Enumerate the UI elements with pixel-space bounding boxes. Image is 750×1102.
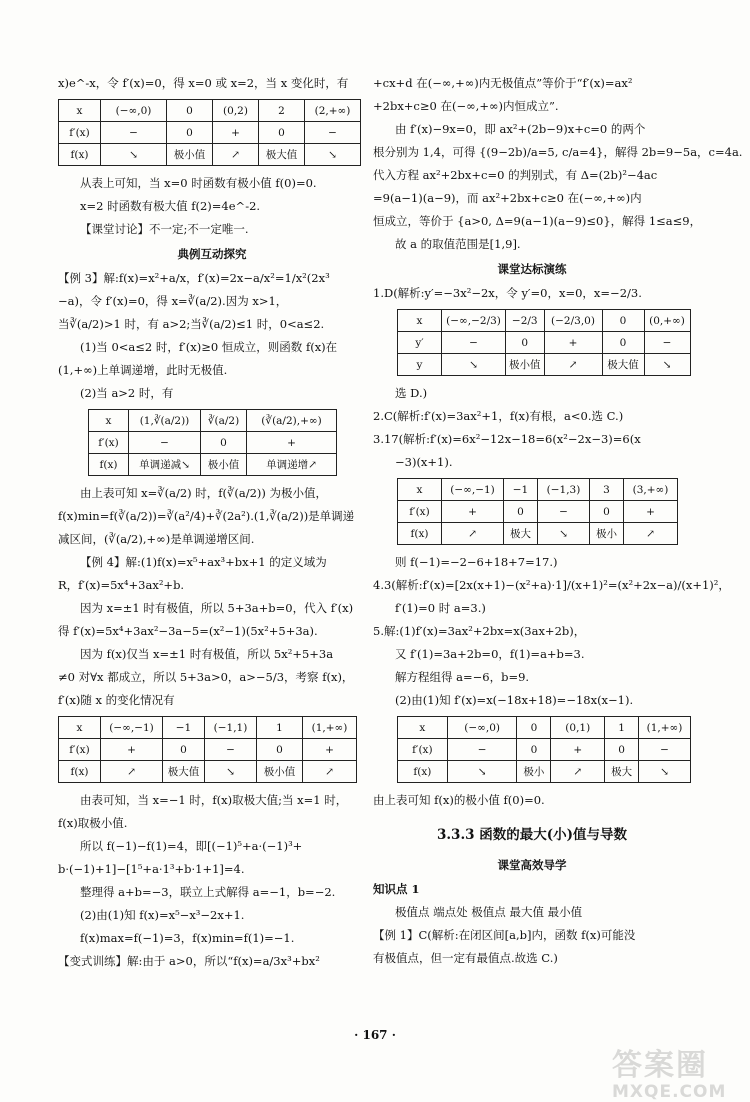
table-cell: + [213, 122, 259, 144]
table-cell: x [398, 479, 442, 501]
table-cell: 单调递增↗ [247, 454, 337, 476]
table-cell: (−1,1) [205, 717, 257, 739]
table-cell: ↗ [442, 523, 504, 545]
paragraph: 由上表可知 f(x)的极小值 f(0)=0. [373, 793, 545, 807]
paragraph: −3)(x+1). [395, 455, 453, 469]
section-heading: 典例互动探究 [177, 247, 247, 261]
paragraph: 解方程组得 a=−6，b=9. [395, 670, 530, 684]
table-cell: (−∞,−2/3) [442, 310, 506, 332]
table-cell: f(x) [398, 523, 442, 545]
paragraph: R，f′(x)=5x⁴+3ax²+b. [58, 578, 185, 592]
table-cell: + [442, 501, 504, 523]
table-cell: −1 [504, 479, 538, 501]
paragraph: −a)，令 f′(x)=0，得 x=∛(a/2).因为 x>1， [58, 294, 288, 308]
table-cell: 0 [201, 432, 247, 454]
table-cell: 极大值 [602, 354, 644, 376]
table-cell: x [398, 717, 448, 739]
table-header-row [398, 717, 691, 739]
table-cell: 单调递减↘ [129, 454, 201, 476]
paragraph: 5.解:(1)f′(x)=3ax²+2bx=x(3ax+2b)， [373, 624, 586, 638]
table-cell: (2,+∞) [305, 100, 361, 122]
paragraph: (2)当 a>2 时，有 [80, 386, 174, 400]
paragraph: 3.17(解析:f′(x)=6x²−12x−18=6(x²−2x−3)=6(x [373, 432, 641, 446]
paragraph: 因为 x=±1 时有极值，所以 5+3a+b=0，代入 f′(x) [80, 601, 354, 615]
paragraph: 【例 3】解:f(x)=x²+a/x，f′(x)=2x−a/x²=1/x²(2x³ [58, 271, 330, 285]
paragraph: 得 f′(x)=5x⁴+3ax²−3a−5=(x²−1)(5x²+5+3a). [58, 624, 318, 638]
table-cell: y [398, 354, 442, 376]
paragraph: f(x)取极小值. [58, 816, 128, 830]
table-row [89, 432, 337, 454]
paragraph: f(x)max=f(−1)=3，f(x)min=f(1)=−1. [80, 931, 295, 945]
table-cell: 2 [259, 100, 305, 122]
paragraph: 4.3(解析:f′(x)=[2x(x+1)−(x²+a)·1]/(x+1)²=(x²+2x−a)/(x+1)²， [373, 578, 730, 592]
table-cell: 极大 [605, 761, 639, 783]
table-cell: ↘ [305, 144, 361, 166]
paragraph: 选 D.) [395, 386, 428, 400]
table-cell: −2/3 [506, 310, 545, 332]
right-column [373, 72, 743, 970]
table-cell: 0 [602, 332, 644, 354]
paragraph: 【例 4】解:(1)f(x)=x⁵+ax³+bx+1 的定义域为 [80, 555, 327, 569]
page-number: · 167 · [354, 1028, 396, 1042]
table-header-row [398, 479, 678, 501]
paragraph: 则 f(−1)=−2−6+18+7=17.) [395, 555, 558, 569]
table-cell: − [129, 432, 201, 454]
table-cell: (0,2) [213, 100, 259, 122]
paragraph: b·(−1)+1]−[1⁵+a·1³+b·1+1]=4. [58, 862, 245, 876]
table-header-row [89, 410, 337, 432]
paragraph: 故 a 的取值范围是[1,9]. [395, 237, 521, 251]
table-cell: f′(x) [398, 739, 448, 761]
paragraph: (1,+∞)上单调递增，此时无极值. [58, 363, 228, 377]
table-cell: 1 [605, 717, 639, 739]
table-row [398, 354, 691, 376]
table-cell: ↘ [538, 523, 590, 545]
table-cell: 0 [605, 739, 639, 761]
table-row [398, 761, 691, 783]
table-cell: f′(x) [89, 432, 129, 454]
table-header-row [398, 310, 691, 332]
variation-table-4 [397, 309, 691, 376]
table-cell: (−∞,−1) [101, 717, 163, 739]
paragraph: =9(a−1)(a−9)，而 ax²+2bx+c≥0 在(−∞,+∞)内 [373, 191, 642, 205]
table-cell: ↗ [544, 354, 602, 376]
table-cell: −1 [163, 717, 205, 739]
table-cell: ↘ [639, 761, 691, 783]
paragraph: x)e^-x，令 f′(x)=0，得 x=0 或 x=2，当 x 变化时，有 [58, 76, 349, 90]
table-cell: (0,+∞) [644, 310, 690, 332]
variation-table-2 [88, 409, 337, 476]
table-cell: ↗ [101, 761, 163, 783]
table-cell: ↘ [644, 354, 690, 376]
table-cell: f′(x) [59, 739, 101, 761]
section-heading: 课堂高效导学 [497, 858, 567, 872]
paragraph: 根分别为 1,4，可得 {(9−2b)/a=5, c/a=4}，解得 2b=9−5a，c=4a. [373, 145, 743, 159]
variation-table-6 [397, 716, 691, 783]
paragraph: +cx+d 在(−∞,+∞)内无极值点”等价于“f′(x)=ax² [373, 76, 633, 90]
paragraph: 又 f′(1)=3a+2b=0，f(1)=a+b=3. [395, 647, 585, 661]
table-cell: 极大值 [259, 144, 305, 166]
table-cell: 极小 [517, 761, 551, 783]
table-cell: + [303, 739, 357, 761]
table-row [398, 332, 691, 354]
paragraph: 恒成立，等价于 {a>0, Δ=9(a−1)(a−9)≤0}，解得 1≤a≤9， [373, 214, 702, 228]
table-header-row [59, 717, 357, 739]
paragraph: 整理得 a+b=−3，联立上式解得 a=−1，b=−2. [80, 885, 336, 899]
table-cell: ↘ [205, 761, 257, 783]
table-cell: − [442, 332, 506, 354]
table-cell: 0 [504, 501, 538, 523]
table-cell: (∛(a/2),+∞) [247, 410, 337, 432]
paragraph: f(x)min=f(∛(a/2))=∛(a²/4)+∛(2a²).(1,∛(a/2))是单调递 [58, 509, 355, 523]
table-cell: (−1,3) [538, 479, 590, 501]
table-cell: x [59, 717, 101, 739]
table-cell: (−∞,−1) [442, 479, 504, 501]
table-cell: + [101, 739, 163, 761]
table-cell: 极小值 [257, 761, 303, 783]
table-cell: 极小 [590, 523, 624, 545]
table-cell: − [305, 122, 361, 144]
paragraph: 【课堂讨论】不一定;不一定唯一. [80, 222, 249, 236]
table-cell: 极小值 [201, 454, 247, 476]
table-cell: (1,∛(a/2)) [129, 410, 201, 432]
table-row [59, 761, 357, 783]
table-cell: + [544, 332, 602, 354]
table-row [59, 144, 361, 166]
table-cell: x [398, 310, 442, 332]
table-cell: (−∞,0) [101, 100, 167, 122]
section-heading: 课堂达标演练 [497, 262, 567, 276]
table-row [59, 739, 357, 761]
table-cell: + [624, 501, 678, 523]
paragraph: 减区间，(∛(a/2),+∞)是单调递增区间. [58, 532, 255, 546]
table-header-row [59, 100, 361, 122]
paragraph: 2.C(解析:f′(x)=3ax²+1，f(x)有根，a<0.选 C.) [373, 409, 624, 423]
table-cell: 0 [506, 332, 545, 354]
knowledge-point-label: 知识点 1 [373, 882, 420, 896]
watermark-logo [612, 1040, 726, 1102]
paragraph: f′(x)随 x 的变化情况有 [58, 693, 175, 707]
table-cell: ↘ [101, 144, 167, 166]
table-cell: 0 [517, 739, 551, 761]
table-cell: y′ [398, 332, 442, 354]
table-cell: f(x) [59, 144, 101, 166]
paragraph: 当∛(a/2)>1 时，有 a>2;当∛(a/2)≤1 时，0<a≤2. [58, 317, 325, 331]
watermark-url: MXQE.COM [612, 1082, 727, 1102]
left-column [58, 72, 366, 973]
table-cell: 0 [517, 717, 551, 739]
watermark-text: 答案圈 [612, 1048, 708, 1083]
paragraph: 由 f′(x)−9x=0，即 ax²+(2b−9)x+c=0 的两个 [395, 122, 646, 136]
table-cell: 极大值 [163, 761, 205, 783]
table-cell: f(x) [59, 761, 101, 783]
paragraph: 代入方程 ax²+2bx+c=0 的判别式，有 Δ=(2b)²−4ac [373, 168, 658, 182]
paragraph: x=2 时函数有极大值 f(2)=4e^-2. [80, 199, 261, 213]
table-cell: (−2/3,0) [544, 310, 602, 332]
paragraph: (1)当 0<a≤2 时，f′(x)≥0 恒成立，则函数 f(x)在 [80, 340, 338, 354]
paragraph: 由表可知，当 x=−1 时，f(x)取极大值;当 x=1 时， [80, 793, 348, 807]
paragraph: +2bx+c≥0 在(−∞,+∞)内恒成立”. [373, 99, 559, 113]
table-cell: x [89, 410, 129, 432]
table-cell: 1 [257, 717, 303, 739]
table-cell: ↘ [447, 761, 517, 783]
section-title: 3.3.3 函数的最大(小)值与导数 [436, 827, 628, 843]
table-cell: 0 [163, 739, 205, 761]
paragraph: f′(1)=0 时 a=3.) [395, 601, 486, 615]
table-cell: ↗ [624, 523, 678, 545]
paragraph: 极值点 端点处 极值点 最大值 最小值 [395, 905, 583, 919]
table-cell: 0 [259, 122, 305, 144]
table-row [398, 501, 678, 523]
table-cell: 0 [257, 739, 303, 761]
paragraph: ≠0 对∀x 都成立，所以 5+3a>0，a>−5/3，考察 f(x)， [58, 670, 354, 684]
table-cell: f′(x) [59, 122, 101, 144]
table-cell: ↘ [442, 354, 506, 376]
table-cell: + [247, 432, 337, 454]
table-row [89, 454, 337, 476]
paragraph: 【例 1】C(解析:在闭区间[a,b]内，函数 f(x)可能没 [373, 928, 636, 942]
table-cell: ↗ [303, 761, 357, 783]
table-cell: x [59, 100, 101, 122]
paragraph: 从表上可知，当 x=0 时函数有极小值 f(0)=0. [80, 176, 317, 190]
table-cell: − [205, 739, 257, 761]
table-cell: (−∞,0) [447, 717, 517, 739]
table-cell: (1,+∞) [303, 717, 357, 739]
paragraph: 1.D(解析:y′=−3x²−2x，令 y′=0，x=0，x=−2/3. [373, 286, 642, 300]
paragraph: (2)由(1)知 f′(x)=x(−18x+18)=−18x(x−1). [395, 693, 634, 707]
table-cell: 0 [167, 100, 213, 122]
table-cell: − [644, 332, 690, 354]
paragraph: (2)由(1)知 f(x)=x⁵−x³−2x+1. [80, 908, 245, 922]
table-row [398, 523, 678, 545]
table-cell: 极小值 [506, 354, 545, 376]
paragraph: 所以 f(−1)−f(1)=4，即[(−1)⁵+a·(−1)³+ [80, 839, 303, 853]
table-cell: + [551, 739, 605, 761]
table-cell: f(x) [89, 454, 129, 476]
paragraph: 由上表可知 x=∛(a/2) 时，f(∛(a/2)) 为极小值， [80, 486, 328, 500]
table-cell: ∛(a/2) [201, 410, 247, 432]
table-cell: 极小值 [167, 144, 213, 166]
table-cell: f′(x) [398, 501, 442, 523]
table-cell: (0,1) [551, 717, 605, 739]
table-row [398, 739, 691, 761]
table-cell: ↗ [551, 761, 605, 783]
table-cell: 0 [602, 310, 644, 332]
variation-table-5 [397, 478, 678, 545]
variation-table-3 [58, 716, 357, 783]
table-cell: − [447, 739, 517, 761]
paragraph: 【变式训练】解:由于 a>0，所以“f(x)=a/3x³+bx² [58, 954, 320, 968]
table-cell: 3 [590, 479, 624, 501]
table-cell: (3,+∞) [624, 479, 678, 501]
paragraph: 有极值点，但一定有最值点.故选 C.) [373, 951, 558, 965]
table-cell: 0 [590, 501, 624, 523]
table-cell: (1,+∞) [639, 717, 691, 739]
table-cell: 0 [167, 122, 213, 144]
table-cell: f(x) [398, 761, 448, 783]
table-cell: − [101, 122, 167, 144]
table-cell: − [639, 739, 691, 761]
table-cell: 极大 [504, 523, 538, 545]
table-cell: ↗ [213, 144, 259, 166]
table-row [59, 122, 361, 144]
paragraph: 因为 f(x)仅当 x=±1 时有极值，所以 5x²+5+3a [80, 647, 334, 661]
variation-table-1 [58, 99, 361, 166]
table-cell: − [538, 501, 590, 523]
